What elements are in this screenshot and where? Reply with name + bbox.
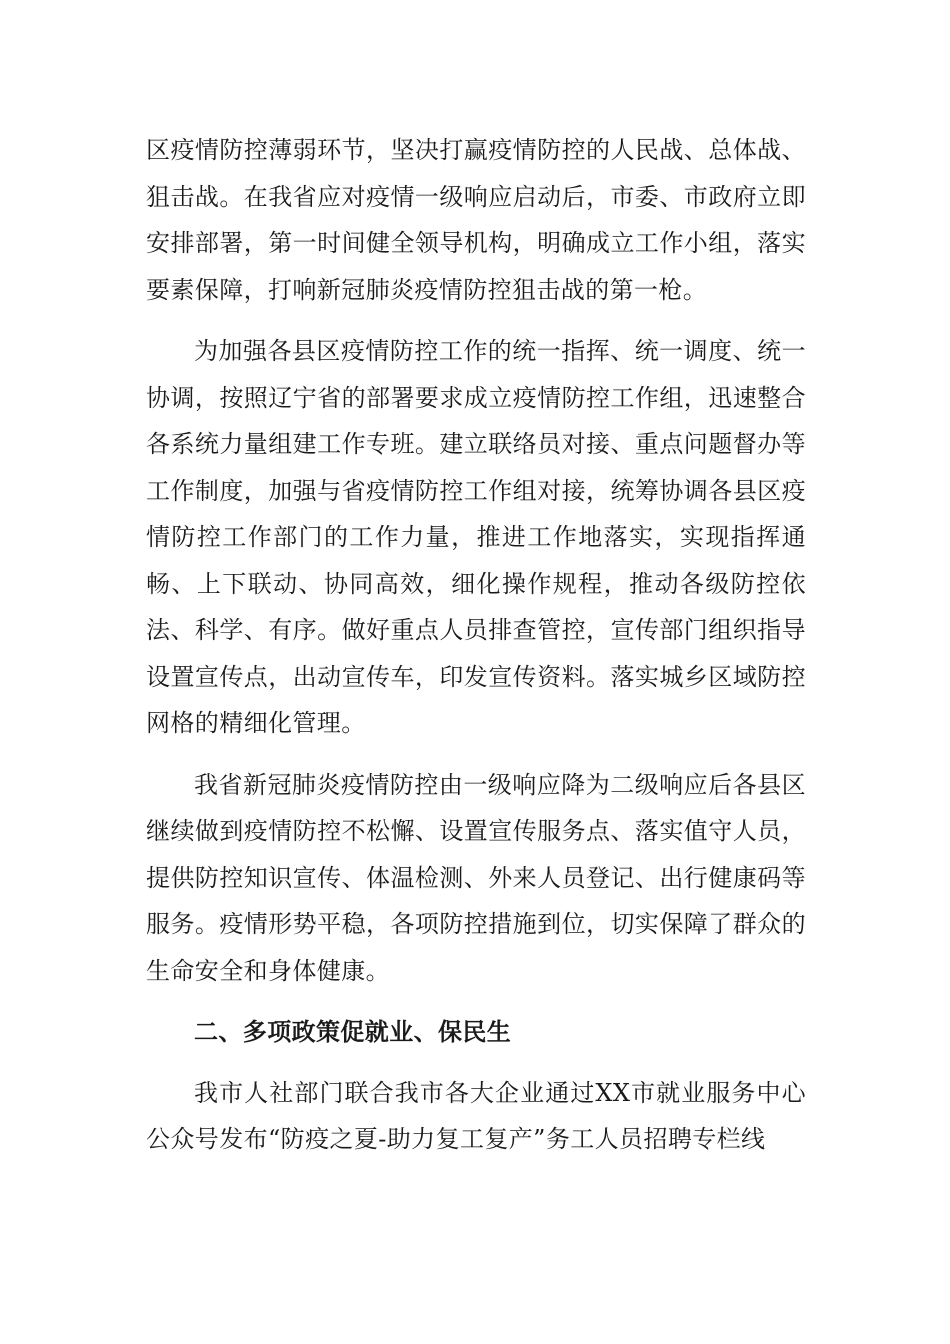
paragraph-4: 我市人社部门联合我市各大企业通过XX市就业服务中心公众号发布“防疫之夏-助力复工复产”务工人员招聘专栏线 <box>146 1078 806 1153</box>
document-page <box>146 127 806 1178</box>
section-heading: 二、多项政策促就业、保民生 <box>194 1018 512 1046</box>
paragraph-1: 区疫情防控薄弱环节，坚决打赢疫情防控的人民战、总体战、狙击战。在我省应对疫情一级响应启动后，市委、市政府立即安排部署，第一时间健全领导机构，明确成立工作小组，落实要素保障，打响新冠肺炎疫情防控狙击战的第一枪。 <box>146 136 806 304</box>
paragraph-2: 为加强各县区疫情防控工作的统一指挥、统一调度、统一协调，按照辽宁省的部署要求成立疫情防控工作组，迅速整合各系统力量组建工作专班。建立联络员对接、重点问题督办等工作制度，加强与省疫情防控工作组对接，统筹协调各县区疫情防控工作部门的工作力量，推进工作地落实，实现指挥通畅、上下联动、协同高效，细化操作规程，推动各级防控依法、科学、有序。做好重点人员排查管控，宣传部门组织指导设置宣传点，出动宣传车，印发宣传资料。落实城乡区域防控网格的精细化管理。 <box>146 337 806 737</box>
paragraph-3: 我省新冠肺炎疫情防控由一级响应降为二级响应后各县区继续做到疫情防控不松懈、设置宣传服务点、落实值守人员，提供防控知识宣传、体温检测、外来人员登记、出行健康码等服务。疫情形势平稳，各项防控措施到位，切实保障了群众的生命安全和身体健康。 <box>146 770 806 985</box>
